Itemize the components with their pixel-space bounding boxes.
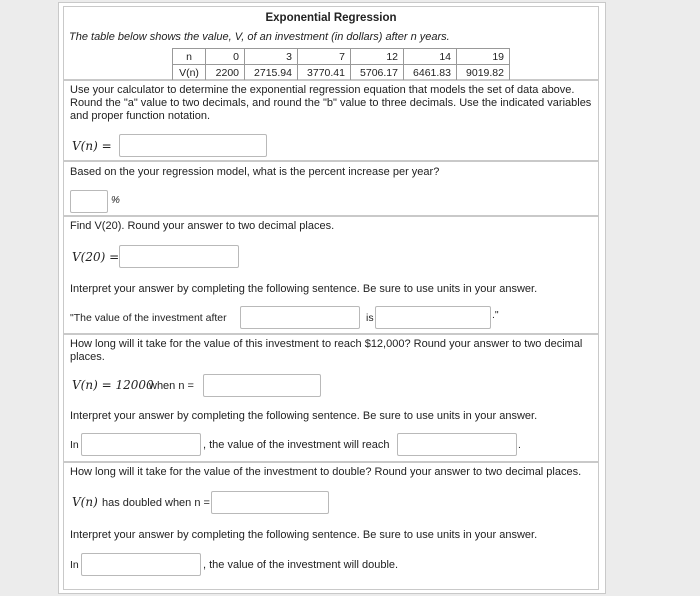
intro-text: The table below shows the value, V, of an investment (in dollars) after n years.: [69, 31, 450, 43]
question-percent: [63, 161, 599, 216]
double-label-right: has doubled when n =: [102, 497, 210, 509]
percent-sign: %: [111, 195, 120, 206]
question-regression: [63, 80, 599, 161]
reach-sentence-mid: , the value of the investment will reach: [203, 439, 390, 451]
table-cell: 2200: [206, 65, 245, 81]
row-label-n: n: [173, 49, 206, 65]
header-section: [63, 6, 599, 80]
table-cell: 19: [457, 49, 510, 65]
reach-interpret-text: Interpret your answer by completing the following sentence. Be sure to use units in your answer.: [70, 410, 538, 422]
table-row: [173, 65, 510, 81]
double-answer-input[interactable]: [211, 491, 329, 514]
table-cell: 14: [404, 49, 457, 65]
table-cell: 12: [351, 49, 404, 65]
regression-label: V(n) =: [72, 139, 112, 153]
v20-sentence-mid: is: [366, 312, 374, 324]
page-title: Exponential Regression: [265, 12, 397, 24]
v20-sentence-start: "The value of the investment after: [70, 312, 227, 324]
reach-answer-input[interactable]: [203, 374, 321, 397]
question-v20: [63, 216, 599, 334]
v20-time-input[interactable]: [240, 306, 360, 329]
table-cell: 7: [298, 49, 351, 65]
v20-answer-input[interactable]: [119, 245, 239, 268]
reach-sentence-end: .: [518, 439, 521, 451]
v20-label: V(20) =: [72, 250, 120, 264]
table-cell: 9019.82: [457, 65, 510, 81]
regression-answer-input[interactable]: [119, 134, 267, 157]
reach-sentence-start: In: [70, 439, 79, 451]
percent-answer-input[interactable]: [70, 190, 108, 213]
table-cell: 0: [206, 49, 245, 65]
double-question: How long will it take for the value of the investment to double? Round your answer to two decimal places.: [70, 466, 582, 478]
v20-interpret-text: Interpret your answer by completing the following sentence. Be sure to use units in your answer.: [70, 283, 538, 295]
reach-label-right: when n =: [149, 380, 194, 392]
question-double: [63, 462, 599, 590]
reach-time-input[interactable]: [81, 433, 201, 456]
percent-question: Based on the your regression model, what is the percent increase per year?: [70, 166, 440, 178]
reach-question: How long will it take for the value of this investment to reach $12,000? Round your answer to two decimal places.: [70, 338, 583, 363]
reach-label-left: V(n) = 12000: [72, 378, 154, 392]
v20-sentence-end: .": [492, 309, 499, 321]
table-cell: 6461.83: [404, 65, 457, 81]
v20-value-input[interactable]: [375, 306, 491, 329]
double-interpret-text: Interpret your answer by completing the following sentence. Be sure to use units in your answer.: [70, 529, 538, 541]
double-time-input[interactable]: [81, 553, 201, 576]
table-cell: 3770.41: [298, 65, 351, 81]
data-table: [172, 48, 510, 81]
double-sentence-end: , the value of the investment will double.: [203, 559, 399, 571]
regression-instructions: Use your calculator to determine the exponential regression equation that models the set of data above. Round the "a" value to two decimals, and round the "b" value to three decimals. Use the indicated variables and proper function notation.: [70, 84, 592, 122]
table-cell: 3: [245, 49, 298, 65]
problem-sheet: [58, 2, 606, 594]
row-label-vn: V(n): [173, 65, 206, 81]
double-label-left: V(n): [72, 495, 98, 509]
table-row: [173, 49, 510, 65]
question-reach-12000: [63, 334, 599, 462]
table-cell: 2715.94: [245, 65, 298, 81]
v20-question: Find V(20). Round your answer to two decimal places.: [70, 220, 335, 232]
table-cell: 5706.17: [351, 65, 404, 81]
double-sentence-start: In: [70, 559, 79, 571]
reach-value-input[interactable]: [397, 433, 517, 456]
